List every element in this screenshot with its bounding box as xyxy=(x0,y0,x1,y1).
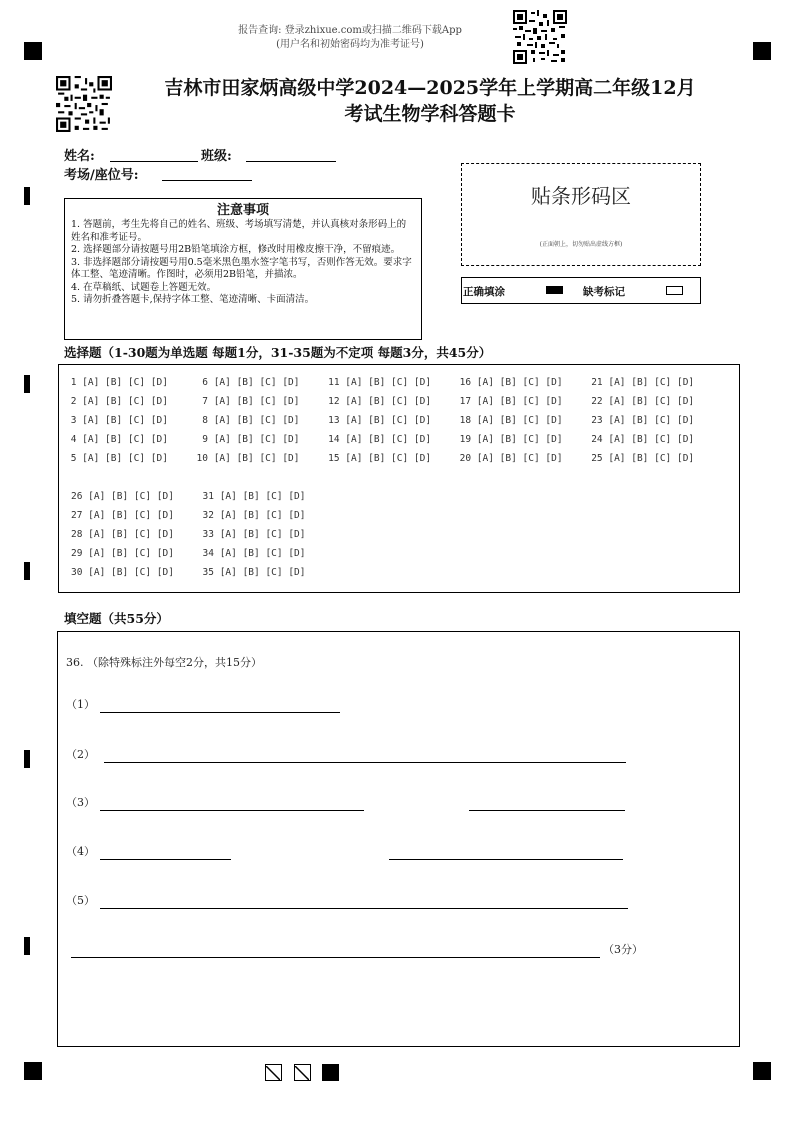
answer-line[interactable] xyxy=(469,809,625,811)
notice-title: 注意事项 xyxy=(216,203,269,218)
fill-answer-area xyxy=(57,631,740,1047)
login-info xyxy=(210,24,490,52)
correct-fill-label: 正确填涂 xyxy=(463,286,505,298)
choice-row[interactable]: 3 [A] [B] [C] [D] 8 [A] [B] [C] [D] 13 [A] [B] [C] [D] 18 [A] [B] [C] [D] 23 [A] [B] [C] [D] xyxy=(65,415,695,426)
footer-filled-box xyxy=(322,1064,339,1081)
blank-label-1: （1） xyxy=(66,698,95,711)
corner-mark-bottom-right xyxy=(753,1062,771,1080)
barcode-area xyxy=(461,163,701,266)
name-label: 姓名: xyxy=(64,149,95,164)
seat-label: 考场/座位号: xyxy=(64,168,139,183)
filled-box-sample xyxy=(546,286,563,294)
choice-section-title: 选择题（1-30题为单选题 每题1分，31-35题为不定项 每题3分，共45分） xyxy=(64,345,492,360)
notice-item: 4. 在草稿纸、试题卷上答题无效。 xyxy=(71,281,217,293)
class-label: 班级: xyxy=(201,149,232,164)
fill-legend xyxy=(461,277,701,304)
notice-item: 3. 非选择题部分请按题号用0.5毫米黑色墨水签字笔书写，否则作答无效。要求字体工整、笔迹清晰。作图时，必须用2B铅笔，并描浓。 xyxy=(71,256,412,280)
answer-line[interactable] xyxy=(389,858,623,860)
fill-section-title: 填空题（共55分） xyxy=(64,611,169,626)
corner-mark-top-right xyxy=(753,42,771,60)
name-field[interactable] xyxy=(110,160,198,162)
exam-subtitle: 考试生物学科答题卡 xyxy=(344,103,516,125)
exam-title: 吉林市田家炳高级中学2024—2025学年上学期高二年级12月 xyxy=(164,77,696,99)
class-field[interactable] xyxy=(246,160,336,162)
timing-mark xyxy=(24,187,30,205)
blank-label-3: （3） xyxy=(66,796,95,809)
notice-item: 5. 请勿折叠答题卡,保持字体工整、笔迹清晰、卡面清洁。 xyxy=(71,294,315,305)
timing-mark xyxy=(24,375,30,393)
login-info-sub: (用户名和初始密码均为准考证号) xyxy=(276,39,424,50)
footer-check-box xyxy=(294,1064,311,1081)
answer-line[interactable] xyxy=(104,761,626,763)
choice-row[interactable]: 1 [A] [B] [C] [D] 6 [A] [B] [C] [D] 11 [A] [B] [C] [D] 16 [A] [B] [C] [D] 21 [A] [B] [C] [D] xyxy=(65,377,695,388)
blank-label-4: （4） xyxy=(66,845,95,858)
notice-item: 1. 答题前，考生先将自己的姓名、班级、考场填写清楚，并认真核对条形码上的姓名和准考证号。 xyxy=(71,219,407,243)
seat-field[interactable] xyxy=(162,179,252,181)
extra-score-note: （3分） xyxy=(603,943,643,956)
blank-label-5: （5） xyxy=(66,894,95,907)
corner-mark-bottom-left xyxy=(24,1062,42,1080)
absent-mark-label: 缺考标记 xyxy=(583,286,625,298)
barcode-title: 贴条形码区 xyxy=(531,184,631,208)
timing-mark xyxy=(24,750,30,768)
absent-mark-box[interactable] xyxy=(666,286,683,295)
answer-line[interactable] xyxy=(100,907,628,909)
choice-row[interactable]: 27 [A] [B] [C] [D] 32 [A] [B] [C] [D] xyxy=(71,510,306,521)
choice-row[interactable]: 30 [A] [B] [C] [D] 35 [A] [B] [C] [D] xyxy=(71,567,306,578)
answer-line[interactable] xyxy=(100,858,231,860)
notice-item: 2. 选择题部分请按题号用2B铅笔填涂方框，修改时用橡皮擦干净，不留痕迹。 xyxy=(71,244,401,255)
choice-row[interactable]: 28 [A] [B] [C] [D] 33 [A] [B] [C] [D] xyxy=(71,529,306,540)
footer-check-box xyxy=(265,1064,282,1081)
timing-mark xyxy=(24,562,30,580)
choice-answer-area xyxy=(58,364,740,593)
choice-row[interactable]: 4 [A] [B] [C] [D] 9 [A] [B] [C] [D] 14 [A] [B] [C] [D] 19 [A] [B] [C] [D] 24 [A] [B] [C] [D] xyxy=(65,434,695,445)
notice-box xyxy=(64,198,422,340)
choice-row[interactable]: 29 [A] [B] [C] [D] 34 [A] [B] [C] [D] xyxy=(71,548,306,559)
corner-mark-top-left xyxy=(24,42,42,60)
timing-mark xyxy=(24,937,30,955)
app-qr-code[interactable] xyxy=(513,10,567,64)
login-info-line: 报告查询: 登录zhixue.com或扫描二维码下载App xyxy=(238,25,462,36)
question-36-header: 36. （除特殊标注外每空2分，共15分） xyxy=(66,656,262,669)
blank-label-2: （2） xyxy=(66,748,95,761)
student-qr-code xyxy=(56,76,112,132)
answer-line[interactable] xyxy=(71,956,600,958)
choice-row[interactable]: 5 [A] [B] [C] [D] 10 [A] [B] [C] [D] 15 [A] [B] [C] [D] 20 [A] [B] [C] [D] 25 [A] [B] [C] [D] xyxy=(65,453,695,464)
choice-row[interactable]: 26 [A] [B] [C] [D] 31 [A] [B] [C] [D] xyxy=(71,491,306,502)
barcode-note: (正面朝上，切勿贴出虚线方框) xyxy=(539,241,623,248)
answer-line[interactable] xyxy=(100,809,364,811)
choice-row[interactable]: 2 [A] [B] [C] [D] 7 [A] [B] [C] [D] 12 [A] [B] [C] [D] 17 [A] [B] [C] [D] 22 [A] [B] [C] [D] xyxy=(65,396,695,407)
answer-line[interactable] xyxy=(100,711,340,713)
